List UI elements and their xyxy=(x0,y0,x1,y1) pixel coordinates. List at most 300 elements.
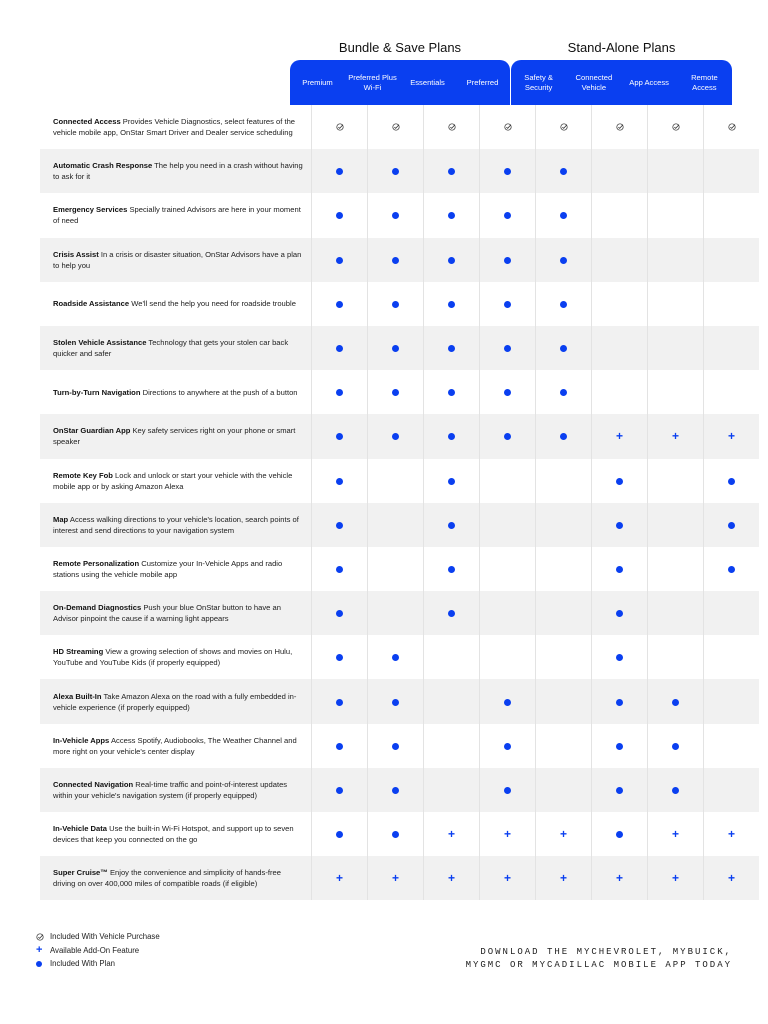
included-with-plan-icon xyxy=(392,257,399,264)
feature-cell xyxy=(424,503,480,547)
included-with-plan-icon xyxy=(448,389,455,396)
feature-cell xyxy=(424,459,480,503)
feature-cell xyxy=(480,503,536,547)
feature-row xyxy=(40,459,759,503)
included-with-plan-icon xyxy=(672,787,679,794)
legend-dot-label: Included With Plan xyxy=(50,959,116,969)
feature-cell xyxy=(704,547,760,591)
feature-row xyxy=(40,635,759,679)
feature-cell xyxy=(648,856,704,900)
included-with-plan-icon xyxy=(560,212,567,219)
feature-cell xyxy=(536,105,592,149)
feature-cell xyxy=(704,282,760,326)
feature-cell xyxy=(592,326,648,370)
included-with-plan-icon xyxy=(560,345,567,352)
feature-cell xyxy=(704,459,760,503)
feature-cell xyxy=(536,724,592,768)
feature-row xyxy=(40,105,759,149)
feature-cell xyxy=(368,724,424,768)
feature-cell xyxy=(424,856,480,900)
feature-cell xyxy=(424,326,480,370)
feature-cell xyxy=(312,679,368,723)
included-with-plan-icon xyxy=(504,433,511,440)
included-with-plan-icon xyxy=(616,478,623,485)
add-on-icon: + xyxy=(447,871,455,886)
feature-description xyxy=(40,856,312,900)
included-with-plan-icon xyxy=(616,743,623,750)
feature-cell xyxy=(704,591,760,635)
plan-safety-security xyxy=(511,60,566,105)
feature-cell xyxy=(648,149,704,193)
feature-cell xyxy=(424,282,480,326)
included-with-plan-icon xyxy=(672,743,679,750)
add-on-icon: + xyxy=(671,827,679,842)
feature-description xyxy=(40,326,312,370)
feature-cell xyxy=(480,459,536,503)
included-with-plan-icon xyxy=(336,168,343,175)
plan-essentials xyxy=(400,60,455,105)
feature-cell xyxy=(648,282,704,326)
feature-desc: Customize your In-Vehicle Apps and radio stations using the vehicle mobile app xyxy=(53,558,283,579)
standalone-plans-title: Stand-Alone Plans xyxy=(567,40,676,55)
included-with-vehicle-icon xyxy=(392,118,400,135)
included-with-plan-icon xyxy=(392,654,399,661)
feature-cell xyxy=(312,547,368,591)
legend xyxy=(36,930,160,971)
feature-cell xyxy=(536,414,592,458)
add-on-icon: + xyxy=(335,871,343,886)
included-with-plan-icon xyxy=(392,743,399,750)
add-on-icon: + xyxy=(447,827,455,842)
plan-label: Premium xyxy=(302,77,333,87)
feature-cell xyxy=(704,768,760,812)
feature-cell xyxy=(704,856,760,900)
feature-cell xyxy=(648,105,704,149)
included-with-plan-icon xyxy=(336,654,343,661)
feature-cell xyxy=(592,547,648,591)
feature-cell xyxy=(312,724,368,768)
feature-cell xyxy=(536,768,592,812)
feature-description xyxy=(40,503,312,547)
feature-cell xyxy=(536,856,592,900)
feature-desc: Lock and unlock or start your vehicle with the vehicle mobile app or by asking Amazon Alexa xyxy=(53,470,293,491)
feature-cell xyxy=(592,193,648,237)
feature-description xyxy=(40,679,312,723)
included-with-plan-icon xyxy=(336,345,343,352)
feature-cell xyxy=(424,547,480,591)
feature-cell xyxy=(592,856,648,900)
feature-cell xyxy=(704,503,760,547)
add-on-icon: + xyxy=(615,871,623,886)
feature-cell xyxy=(592,679,648,723)
feature-cell xyxy=(312,768,368,812)
feature-cell xyxy=(424,105,480,149)
feature-cell xyxy=(480,326,536,370)
feature-cell xyxy=(592,635,648,679)
feature-cell xyxy=(536,547,592,591)
included-with-vehicle-icon xyxy=(336,118,344,135)
feature-cell xyxy=(312,459,368,503)
plan-remote-access xyxy=(677,60,732,105)
feature-cell xyxy=(704,370,760,414)
add-on-icon: + xyxy=(671,871,679,886)
feature-cell xyxy=(648,547,704,591)
feature-cell xyxy=(424,591,480,635)
feature-row xyxy=(40,238,759,282)
feature-cell xyxy=(536,193,592,237)
feature-description xyxy=(40,724,312,768)
plan-label: Security xyxy=(524,82,553,92)
feature-row xyxy=(40,856,759,900)
add-on-icon: + xyxy=(727,871,735,886)
feature-description xyxy=(40,547,312,591)
feature-matrix xyxy=(40,105,759,900)
included-with-plan-icon xyxy=(504,699,511,706)
feature-cell xyxy=(592,105,648,149)
add-on-icon: + xyxy=(391,871,399,886)
legend-check-label: Included With Vehicle Purchase xyxy=(50,932,160,942)
feature-desc: Enjoy the convenience and simplicity of hands-free driving on over 400,000 miles of compatible roads (if eligible) xyxy=(53,868,281,889)
feature-cell xyxy=(536,326,592,370)
included-with-plan-icon xyxy=(448,478,455,485)
feature-row xyxy=(40,679,759,723)
included-with-plan-icon xyxy=(392,345,399,352)
plan-label: Wi-Fi xyxy=(363,82,382,92)
included-with-plan-icon xyxy=(448,433,455,440)
feature-cell xyxy=(536,149,592,193)
included-with-plan-icon xyxy=(504,301,511,308)
feature-row xyxy=(40,812,759,856)
feature-description xyxy=(40,635,312,679)
feature-cell xyxy=(480,282,536,326)
plan-label: Safety & xyxy=(524,73,553,83)
included-with-plan-icon xyxy=(616,654,623,661)
feature-name: Alexa Built-In xyxy=(53,691,102,701)
feature-cell xyxy=(424,193,480,237)
feature-cell xyxy=(368,635,424,679)
feature-cell xyxy=(536,370,592,414)
feature-row xyxy=(40,724,759,768)
included-with-plan-icon xyxy=(448,257,455,264)
feature-cell xyxy=(536,591,592,635)
feature-cell xyxy=(536,282,592,326)
feature-name: Remote Key Fob xyxy=(53,470,113,480)
included-with-plan-icon xyxy=(616,699,623,706)
included-with-plan-icon xyxy=(392,831,399,838)
feature-cell xyxy=(480,238,536,282)
feature-description xyxy=(40,768,312,812)
included-with-plan-icon xyxy=(448,610,455,617)
feature-name: OnStar Guardian App xyxy=(53,426,131,436)
included-with-plan-icon xyxy=(336,433,343,440)
included-with-plan-icon xyxy=(448,212,455,219)
feature-name: Map xyxy=(53,514,69,524)
included-with-plan-icon xyxy=(504,345,511,352)
included-with-plan-icon xyxy=(392,301,399,308)
feature-cell xyxy=(424,414,480,458)
feature-cell xyxy=(536,812,592,856)
add-on-icon: + xyxy=(727,827,735,842)
feature-desc: The help you need in a crash without having to ask for it xyxy=(53,161,303,182)
included-with-vehicle-icon xyxy=(616,118,624,135)
feature-cell xyxy=(480,414,536,458)
feature-cell xyxy=(536,238,592,282)
included-with-plan-icon xyxy=(336,301,343,308)
feature-name: In-Vehicle Apps xyxy=(53,735,110,745)
feature-cell xyxy=(480,105,536,149)
feature-cell xyxy=(480,856,536,900)
feature-desc: Access Spotify, Audiobooks, The Weather Channel and more right on your vehicle's center display xyxy=(53,735,297,756)
included-with-plan-icon xyxy=(560,168,567,175)
feature-cell xyxy=(424,635,480,679)
feature-cell xyxy=(368,591,424,635)
feature-name: Turn-by-Turn Navigation xyxy=(53,387,141,397)
feature-row xyxy=(40,149,759,193)
included-with-plan-icon xyxy=(336,478,343,485)
feature-cell xyxy=(648,326,704,370)
download-line-1: DOWNLOAD THE MYCHEVROLET, MYBUICK, xyxy=(480,947,732,957)
feature-cell xyxy=(648,238,704,282)
feature-cell xyxy=(424,768,480,812)
feature-cell xyxy=(480,724,536,768)
feature-cell xyxy=(648,193,704,237)
included-with-plan-icon xyxy=(336,566,343,573)
check-icon xyxy=(36,933,50,941)
feature-cell xyxy=(480,370,536,414)
legend-plus-row xyxy=(36,944,160,958)
plan-label: Preferred Plus xyxy=(348,73,397,83)
included-with-plan-icon xyxy=(728,566,735,573)
add-on-icon: + xyxy=(503,871,511,886)
feature-cell xyxy=(368,238,424,282)
feature-desc: Push your blue OnStar button to have an Advisor pinpoint the cause if a warning light appears xyxy=(53,603,281,624)
included-with-plan-icon xyxy=(336,212,343,219)
feature-row xyxy=(40,193,759,237)
plan-label: App Access xyxy=(629,77,669,87)
feature-row xyxy=(40,591,759,635)
feature-name: HD Streaming xyxy=(53,647,104,657)
plan-label: Access xyxy=(692,82,717,92)
legend-plus-label: Available Add-On Feature xyxy=(50,945,140,955)
feature-cell xyxy=(648,370,704,414)
dot-icon xyxy=(36,961,50,967)
included-with-plan-icon xyxy=(448,168,455,175)
feature-desc: Directions to anywhere at the push of a button xyxy=(142,387,298,397)
feature-cell xyxy=(592,768,648,812)
feature-desc: Technology that gets your stolen car back quicker and safer xyxy=(53,338,289,359)
included-with-plan-icon xyxy=(560,301,567,308)
plan-premium xyxy=(290,60,345,105)
feature-name: In-Vehicle Data xyxy=(53,824,108,834)
included-with-plan-icon xyxy=(392,389,399,396)
feature-cell xyxy=(704,724,760,768)
included-with-plan-icon xyxy=(504,787,511,794)
included-with-plan-icon xyxy=(616,522,623,529)
included-with-plan-icon xyxy=(448,345,455,352)
feature-cell xyxy=(592,724,648,768)
feature-cell xyxy=(480,149,536,193)
add-on-icon: + xyxy=(559,871,567,886)
included-with-plan-icon xyxy=(392,699,399,706)
plan-label: Remote xyxy=(691,73,718,83)
included-with-plan-icon xyxy=(560,389,567,396)
feature-cell xyxy=(312,591,368,635)
included-with-plan-icon xyxy=(504,743,511,750)
included-with-plan-icon xyxy=(728,478,735,485)
feature-cell xyxy=(648,503,704,547)
feature-cell xyxy=(592,149,648,193)
plan-label: Preferred xyxy=(466,77,499,87)
feature-desc: Use the built-in Wi-Fi Hotspot, and support up to seven devices that keep you connected on the go xyxy=(53,824,294,845)
included-with-plan-icon xyxy=(560,257,567,264)
feature-cell xyxy=(592,812,648,856)
feature-name: Remote Personalization xyxy=(53,558,140,568)
feature-cell xyxy=(536,503,592,547)
feature-cell xyxy=(480,547,536,591)
feature-cell xyxy=(312,503,368,547)
feature-cell xyxy=(480,768,536,812)
feature-cell xyxy=(536,635,592,679)
feature-desc: Specially trained Advisors are here in your moment of need xyxy=(53,205,301,226)
feature-name: Stolen Vehicle Assistance xyxy=(53,338,147,348)
feature-cell xyxy=(480,591,536,635)
feature-cell xyxy=(312,282,368,326)
feature-name: On-Demand Diagnostics xyxy=(53,603,142,613)
feature-cell xyxy=(312,149,368,193)
feature-cell xyxy=(536,679,592,723)
bundle-plans-title: Bundle & Save Plans xyxy=(338,40,462,55)
included-with-plan-icon xyxy=(336,610,343,617)
included-with-vehicle-icon xyxy=(560,118,568,135)
feature-cell xyxy=(480,635,536,679)
feature-row xyxy=(40,547,759,591)
feature-description xyxy=(40,282,312,326)
feature-row xyxy=(40,503,759,547)
included-with-plan-icon xyxy=(504,257,511,264)
feature-cell xyxy=(368,459,424,503)
included-with-plan-icon xyxy=(504,389,511,396)
feature-name: Automatic Crash Response xyxy=(53,161,153,171)
feature-cell xyxy=(368,282,424,326)
feature-cell xyxy=(592,459,648,503)
included-with-plan-icon xyxy=(392,212,399,219)
legend-dot-row xyxy=(36,957,160,971)
feature-description xyxy=(40,414,312,458)
included-with-plan-icon xyxy=(616,566,623,573)
feature-cell xyxy=(312,812,368,856)
feature-cell xyxy=(312,635,368,679)
feature-cell xyxy=(480,679,536,723)
feature-cell xyxy=(368,503,424,547)
feature-cell xyxy=(480,193,536,237)
included-with-plan-icon xyxy=(504,168,511,175)
feature-cell xyxy=(368,326,424,370)
feature-row xyxy=(40,326,759,370)
plan-label: Vehicle xyxy=(581,82,607,92)
included-with-plan-icon xyxy=(616,610,623,617)
feature-cell xyxy=(368,547,424,591)
included-with-vehicle-icon xyxy=(504,118,512,135)
feature-cell xyxy=(704,105,760,149)
included-with-plan-icon xyxy=(616,787,623,794)
add-on-icon: + xyxy=(671,429,679,444)
included-with-plan-icon xyxy=(448,522,455,529)
feature-cell xyxy=(312,105,368,149)
plan-preferred-plus-wifi xyxy=(345,60,400,105)
feature-cell xyxy=(368,679,424,723)
feature-cell xyxy=(368,768,424,812)
feature-cell xyxy=(704,812,760,856)
plan-connected-vehicle xyxy=(566,60,621,105)
feature-description xyxy=(40,370,312,414)
feature-cell xyxy=(648,635,704,679)
feature-cell xyxy=(648,591,704,635)
feature-description xyxy=(40,591,312,635)
feature-cell xyxy=(592,282,648,326)
feature-cell xyxy=(648,768,704,812)
feature-cell xyxy=(312,856,368,900)
feature-cell xyxy=(704,326,760,370)
included-with-plan-icon xyxy=(672,699,679,706)
included-with-plan-icon xyxy=(448,301,455,308)
feature-name: Connected Navigation xyxy=(53,779,134,789)
feature-cell xyxy=(424,724,480,768)
feature-desc: Access walking directions to your vehicle's location, search points of interest and send directions to your navigation system xyxy=(53,514,299,535)
included-with-plan-icon xyxy=(336,522,343,529)
feature-description xyxy=(40,812,312,856)
feature-name: Connected Access xyxy=(53,117,121,127)
included-with-vehicle-icon xyxy=(448,118,456,135)
feature-cell xyxy=(424,149,480,193)
feature-cell xyxy=(648,812,704,856)
feature-description xyxy=(40,459,312,503)
add-on-icon: + xyxy=(727,429,735,444)
feature-description xyxy=(40,238,312,282)
feature-cell xyxy=(368,414,424,458)
feature-cell xyxy=(592,238,648,282)
feature-cell xyxy=(592,414,648,458)
feature-cell xyxy=(424,238,480,282)
download-app-note xyxy=(466,946,732,971)
included-with-plan-icon xyxy=(728,522,735,529)
feature-description xyxy=(40,149,312,193)
feature-cell xyxy=(704,193,760,237)
included-with-vehicle-icon xyxy=(672,118,680,135)
feature-cell xyxy=(480,812,536,856)
bundle-plans-header xyxy=(290,60,510,105)
legend-check-row xyxy=(36,930,160,944)
feature-name: Crisis Assist xyxy=(53,249,99,259)
feature-desc: In a crisis or disaster situation, OnStar Advisors have a plan to help you xyxy=(53,249,302,270)
feature-matrix-body xyxy=(40,105,759,900)
feature-cell xyxy=(536,459,592,503)
feature-name: Emergency Services xyxy=(53,205,128,215)
feature-desc: We'll send the help you need for roadside trouble xyxy=(131,299,296,309)
feature-name: Super Cruise™ xyxy=(53,868,108,878)
included-with-plan-icon xyxy=(448,566,455,573)
included-with-plan-icon xyxy=(560,433,567,440)
feature-row xyxy=(40,282,759,326)
included-with-plan-icon xyxy=(616,831,623,838)
feature-cell xyxy=(648,679,704,723)
add-on-icon: + xyxy=(559,827,567,842)
feature-cell xyxy=(368,812,424,856)
feature-desc: Take Amazon Alexa on the road with a fully embedded in-vehicle experience (if properly equipped) xyxy=(53,691,297,712)
included-with-plan-icon xyxy=(392,433,399,440)
add-on-icon: + xyxy=(503,827,511,842)
included-with-plan-icon xyxy=(336,699,343,706)
feature-cell xyxy=(592,503,648,547)
